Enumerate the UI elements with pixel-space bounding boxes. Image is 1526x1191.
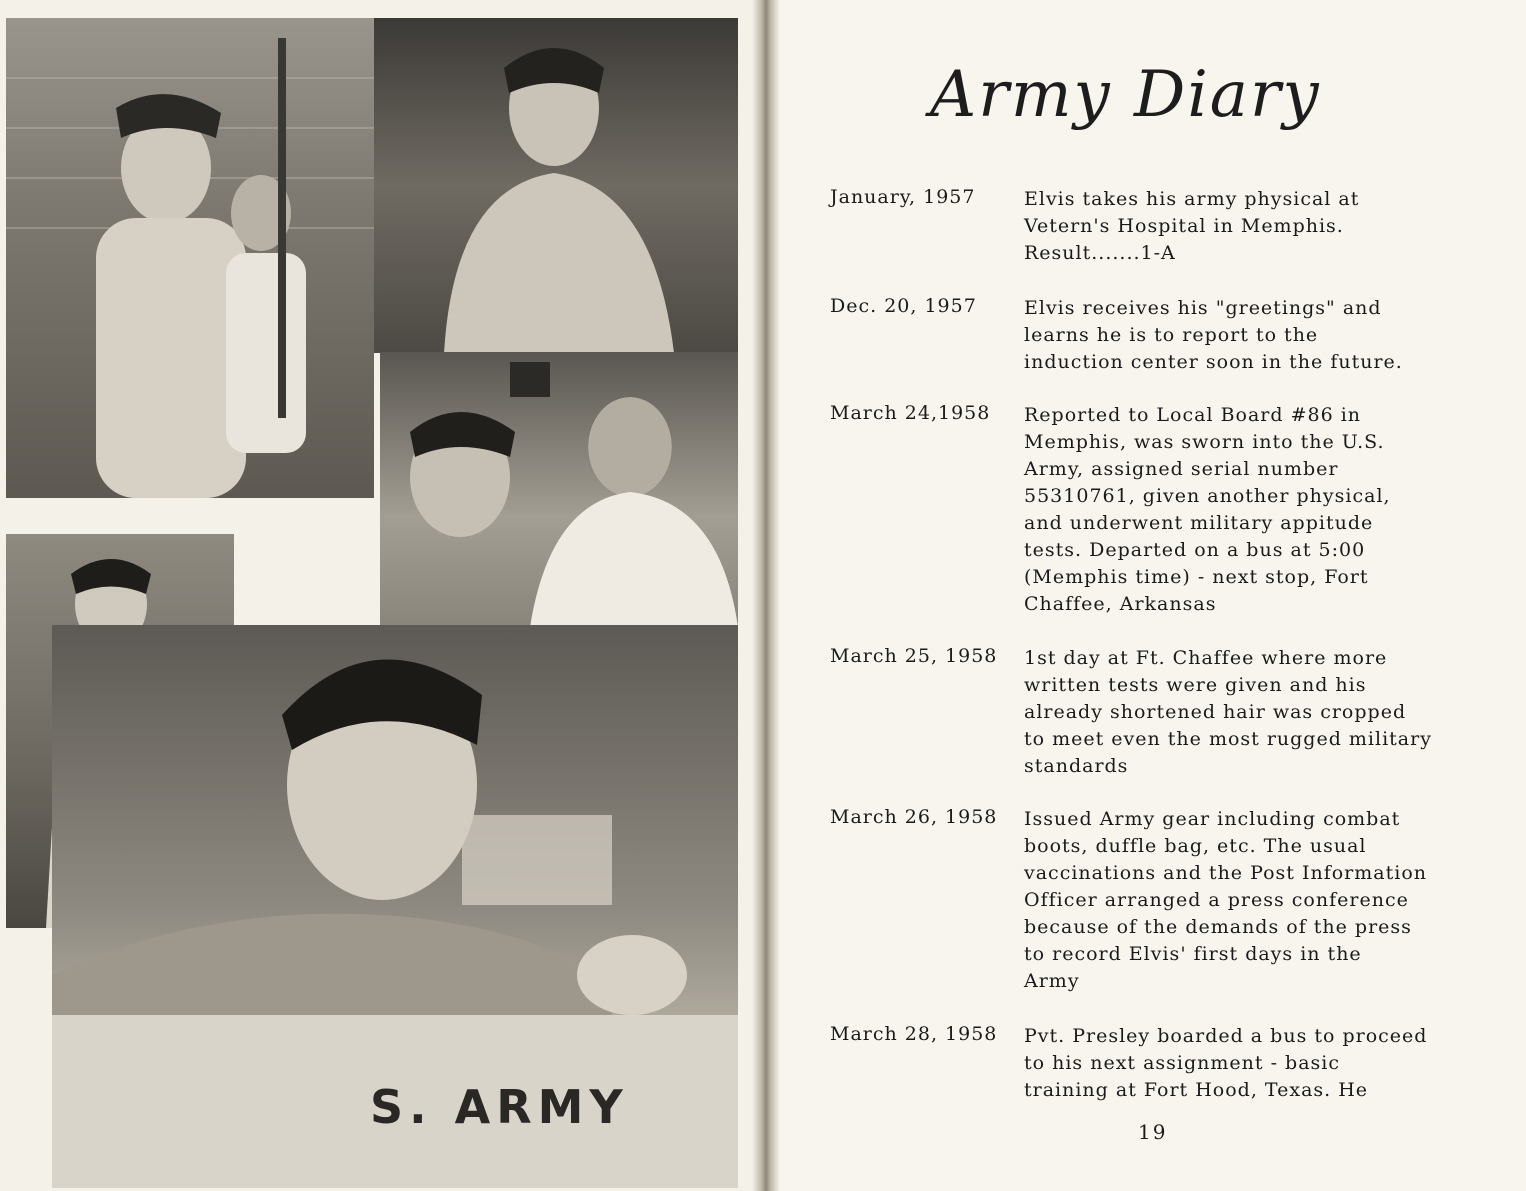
photo-medical-exam — [380, 352, 738, 627]
page-title: Army Diary — [930, 58, 1321, 132]
us-army-sign-text: S. ARMY — [370, 1080, 629, 1134]
entry-date: March 26, 1958 — [830, 806, 998, 828]
entry-text: Reported to Local Board #86 in Memphis, was sworn into the U.S. Army, assigned serial number 55310761, given another physical, and underwent military appitude tests. Departed on a bus at 5:00 (Memphis time) - next stop, Fort Chaffee, Arkansas — [1024, 404, 1391, 615]
entry-text: Pvt. Presley boarded a bus to proceed to his next assignment - basic training at Fort Hood, Texas. He — [1024, 1025, 1428, 1101]
photo-physical-exam — [6, 18, 374, 498]
photo-shirtless-standing — [374, 18, 738, 353]
entry-date: March 28, 1958 — [830, 1023, 998, 1045]
entry-text: Elvis receives his "greetings" and learns he is to report to the induction center soon in the future. — [1024, 297, 1403, 373]
entry-date: Dec. 20, 1957 — [830, 295, 977, 317]
entry-text: 1st day at Ft. Chaffee where more written tests were given and his already shortened hair was cropped to meet even the most rugged military standards — [1024, 647, 1432, 777]
entry-text: Issued Army gear including combat boots, duffle bag, etc. The usual vaccinations and the Post Information Officer arranged a press conference because of the demands of the press to record Elvis' first days in the Army — [1024, 808, 1427, 992]
page-number: 19 — [1138, 1120, 1168, 1144]
photo-collage-page — [0, 0, 760, 1191]
entry-date: March 24,1958 — [830, 402, 991, 424]
entry-text: Elvis takes his army physical at Vetern's Hospital in Memphis. Result.......1-A — [1024, 188, 1360, 264]
book-gutter — [752, 0, 780, 1191]
army-diary-page — [780, 0, 1526, 1191]
entry-date: March 25, 1958 — [830, 645, 998, 667]
entry-date: January, 1957 — [830, 186, 976, 208]
